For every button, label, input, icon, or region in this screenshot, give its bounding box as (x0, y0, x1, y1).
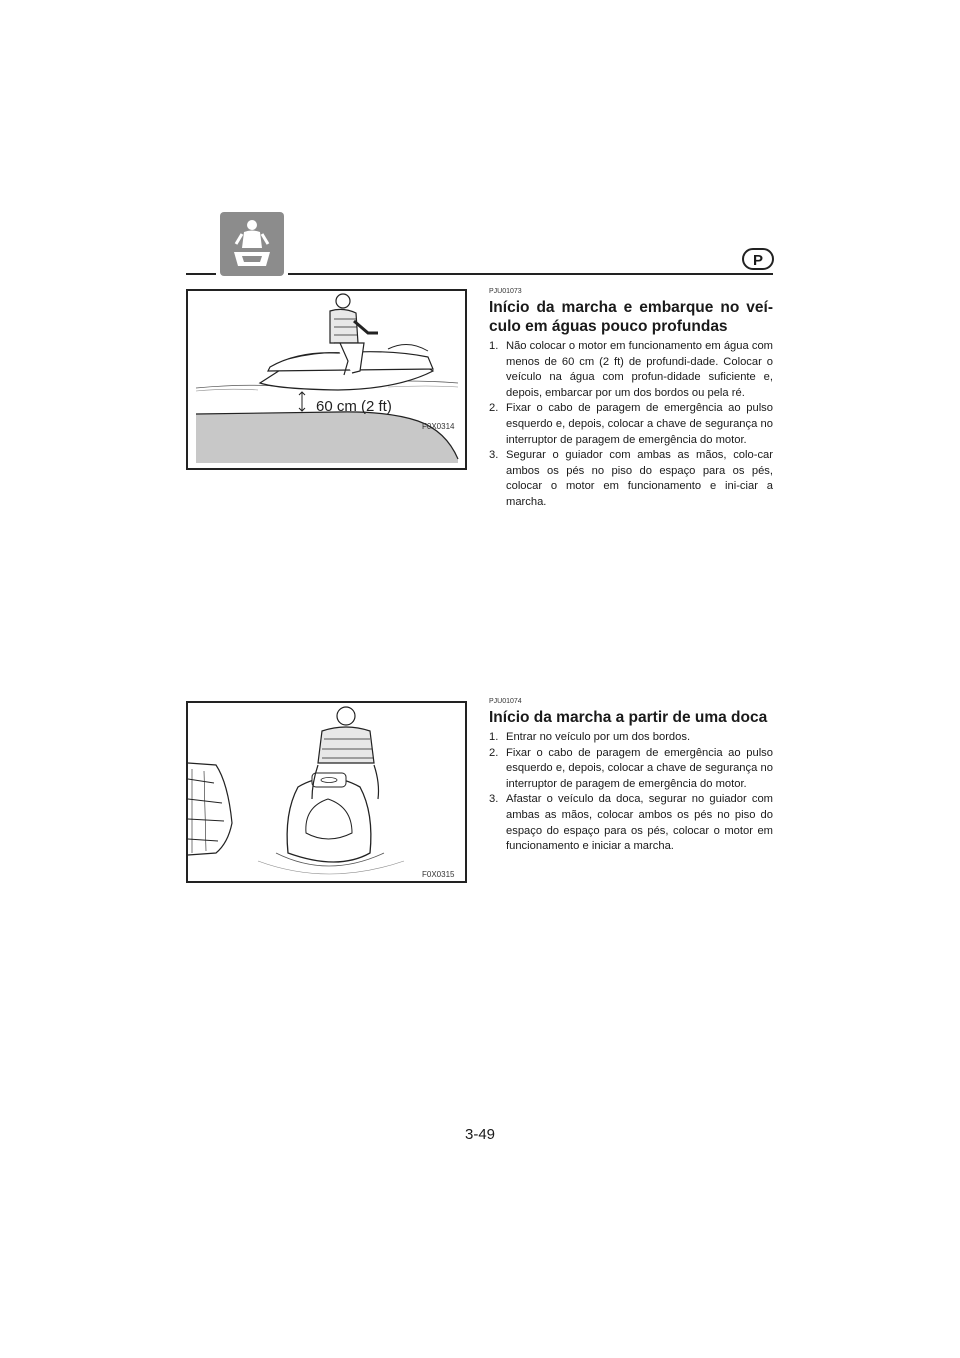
page-number: 3-49 (464, 1126, 496, 1143)
depth-label: 60 cm (2 ft) (316, 398, 392, 415)
section-title: Início da marcha a partir de uma doca (489, 709, 768, 726)
list-item: 3. Afastar o veículo da doca, segurar no guiador com ambas as mãos, colocar ambos os pés no piso do espaço do espaço para os pés, colocar o motor em funcionamento e iniciar a marcha. (489, 793, 773, 853)
list-item: 3. Segurar o guiador com ambas as mãos, colo-car ambos os pés no piso do espaço para os pés, colocar o motor em funcionamento e ini-ciar a marcha. (489, 449, 773, 508)
steps-list (489, 339, 773, 511)
section-dock-start (489, 698, 773, 855)
section-shallow-water-boarding (489, 288, 773, 511)
figure-code: F0X0314 (422, 422, 455, 431)
list-item: 1. Não colocar o motor em funcionamento em água com menos de 60 cm (2 ft) de profundi-dade. Colocar o veículo na água com profun-didade suficiente e, depois, embarcar por um dos bordos ou pela ré. (489, 340, 773, 399)
list-item: 1. Entrar no veículo por um dos bordos. (489, 731, 691, 743)
figure-shallow-water (186, 289, 467, 470)
figure-code: F0X0315 (422, 870, 455, 879)
header-rule-left (186, 273, 216, 275)
language-badge: P (742, 248, 774, 270)
list-item: 2. Fixar o cabo de paragem de emergência ao pulso esquerdo e, depois, colocar a chave de segurança no interruptor de paragem de emergência do motor. (489, 402, 773, 446)
header-rule-right (288, 273, 773, 275)
steps-list (489, 730, 773, 855)
reference-code: PJU01073 (489, 288, 522, 295)
list-item: 2. Fixar o cabo de paragem de emergência ao pulso esquerdo e, depois, colocar a chave de segurança no interruptor de paragem de emergência do motor. (489, 746, 773, 790)
reference-code: PJU01074 (489, 698, 522, 705)
figure-dock-boarding (186, 701, 467, 883)
section-title: Início da marcha e embarque no veí-culo em águas pouco profundas (489, 299, 773, 335)
jet-ski-rider-icon (220, 212, 284, 276)
